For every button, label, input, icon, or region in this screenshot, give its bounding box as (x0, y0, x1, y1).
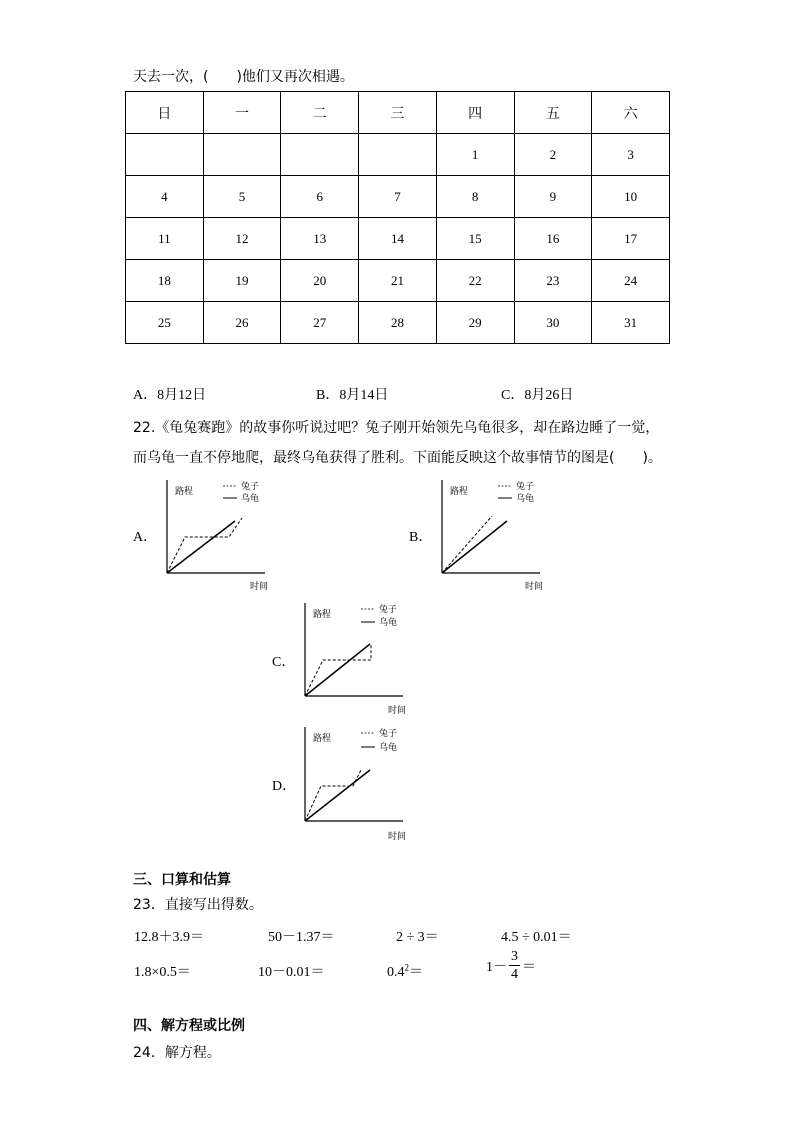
calc-7-equals: ＝ (409, 965, 423, 980)
weekday-sun: 日 (126, 92, 204, 134)
calendar-cell: 4 (126, 176, 204, 218)
calendar-cell (126, 134, 204, 176)
x-axis-label: 时间 (250, 582, 269, 592)
calendar-cell: 27 (281, 302, 359, 344)
turtle-line (167, 521, 235, 573)
calendar-cell: 16 (514, 218, 592, 260)
calendar-cell: 30 (514, 302, 592, 344)
fraction-numerator: 3 (511, 949, 518, 964)
calc-1: 12.8＋3.9＝ (134, 930, 204, 945)
legend-rabbit: 兔子 (241, 482, 260, 492)
graph-a (155, 476, 285, 596)
calendar-row (126, 260, 670, 302)
legend-turtle: 乌龟 (379, 743, 398, 753)
calendar-cell: 5 (203, 176, 281, 218)
calendar-cell: 2 (514, 134, 592, 176)
calendar-cell: 11 (126, 218, 204, 260)
weekday-fri: 五 (514, 92, 592, 134)
calc-7-power: 2 (404, 962, 409, 973)
calendar-cell: 22 (436, 260, 514, 302)
calendar-row (126, 176, 670, 218)
calc-8-prefix: 1－ (486, 959, 507, 975)
calc-5: 1.8×0.5＝ (134, 965, 191, 980)
calc-2: 50－1.37＝ (268, 930, 335, 945)
calendar-cell: 23 (514, 260, 592, 302)
calendar-cell: 9 (514, 176, 592, 218)
legend-turtle: 乌龟 (516, 494, 535, 504)
x-axis-label: 时间 (525, 582, 544, 592)
calendar-table (125, 91, 670, 344)
q22-label-d: D． (272, 779, 297, 794)
turtle-line (442, 521, 507, 573)
weekday-wed: 三 (359, 92, 437, 134)
y-axis-label: 路程 (313, 610, 332, 620)
calendar-cell: 15 (436, 218, 514, 260)
turtle-line (305, 644, 370, 696)
legend-rabbit: 兔子 (379, 605, 398, 615)
weekday-sat: 六 (592, 92, 670, 134)
q23-stem: 23．直接写出得数。 (133, 897, 263, 913)
q22-label-a: A． (133, 530, 158, 545)
calendar-cell: 13 (281, 218, 359, 260)
calendar-cell: 20 (281, 260, 359, 302)
y-axis-label: 路程 (450, 487, 469, 497)
graph-d (293, 724, 423, 844)
calendar-cell (203, 134, 281, 176)
weekday-mon: 一 (203, 92, 281, 134)
turtle-line (305, 770, 370, 821)
calendar-cell: 25 (126, 302, 204, 344)
legend-turtle: 乌龟 (241, 494, 260, 504)
q21-option-c: C．8月26日 (501, 388, 574, 403)
calendar-cell: 3 (592, 134, 670, 176)
calendar-row (126, 134, 670, 176)
x-axis-label: 时间 (388, 706, 407, 716)
calendar-cell: 31 (592, 302, 670, 344)
calc-8-equals: ＝ (522, 959, 536, 975)
calendar-cell: 26 (203, 302, 281, 344)
fraction (509, 948, 520, 983)
calendar-cell: 8 (436, 176, 514, 218)
calc-8 (486, 948, 536, 983)
q21-option-a: A．8月12日 (133, 388, 207, 403)
legend-rabbit: 兔子 (516, 482, 535, 492)
calendar-cell: 10 (592, 176, 670, 218)
section3-title: 三、口算和估算 (133, 872, 231, 888)
calendar-cell: 19 (203, 260, 281, 302)
calc-7-base: 0.4 (387, 965, 405, 980)
calendar-cell: 12 (203, 218, 281, 260)
fraction-denominator: 4 (511, 967, 518, 982)
weekday-thu: 四 (436, 92, 514, 134)
calendar-cell: 21 (359, 260, 437, 302)
calendar-cell: 28 (359, 302, 437, 344)
q21-stem-tail: 天去一次，( )他们又再次相遇。 (133, 69, 354, 85)
calc-6: 10－0.01＝ (258, 965, 325, 980)
q21-option-b: B．8月14日 (316, 388, 389, 403)
q22-label-b: B． (409, 530, 433, 545)
x-axis-label: 时间 (388, 832, 407, 842)
rabbit-line (305, 770, 361, 821)
q22-stem-line2: 而乌龟一直不停地爬，最终乌龟获得了胜利。下面能反映这个故事情节的图是( )。 (133, 450, 662, 466)
legend-rabbit: 兔子 (379, 729, 398, 739)
calendar-header-row (126, 92, 670, 134)
calendar-cell: 29 (436, 302, 514, 344)
calc-4: 4.5 ÷ 0.01＝ (501, 930, 572, 945)
calendar-row (126, 302, 670, 344)
q24-stem: 24．解方程。 (133, 1045, 221, 1061)
weekday-tue: 二 (281, 92, 359, 134)
rabbit-line (442, 516, 492, 573)
calendar-cell: 7 (359, 176, 437, 218)
calendar-cell: 1 (436, 134, 514, 176)
y-axis-label: 路程 (175, 487, 194, 497)
q22-stem-line1: 22.《龟兔赛跑》的故事你听说过吧？兔子刚开始领先乌龟很多，却在路边睡了一觉， (133, 420, 660, 436)
calendar-cell: 17 (592, 218, 670, 260)
graph-c (293, 600, 423, 720)
graph-b (430, 476, 560, 596)
calc-7 (387, 961, 423, 981)
calendar-row (126, 218, 670, 260)
q22-label-c: C． (272, 655, 296, 670)
calendar-cell: 14 (359, 218, 437, 260)
section4-title: 四、解方程或比例 (133, 1018, 245, 1034)
calc-3: 2 ÷ 3＝ (396, 930, 439, 945)
y-axis-label: 路程 (313, 734, 332, 744)
calendar-cell: 6 (281, 176, 359, 218)
calendar-cell (281, 134, 359, 176)
calendar-cell: 24 (592, 260, 670, 302)
calendar-cell (359, 134, 437, 176)
legend-turtle: 乌龟 (379, 618, 398, 628)
calendar-cell: 18 (126, 260, 204, 302)
